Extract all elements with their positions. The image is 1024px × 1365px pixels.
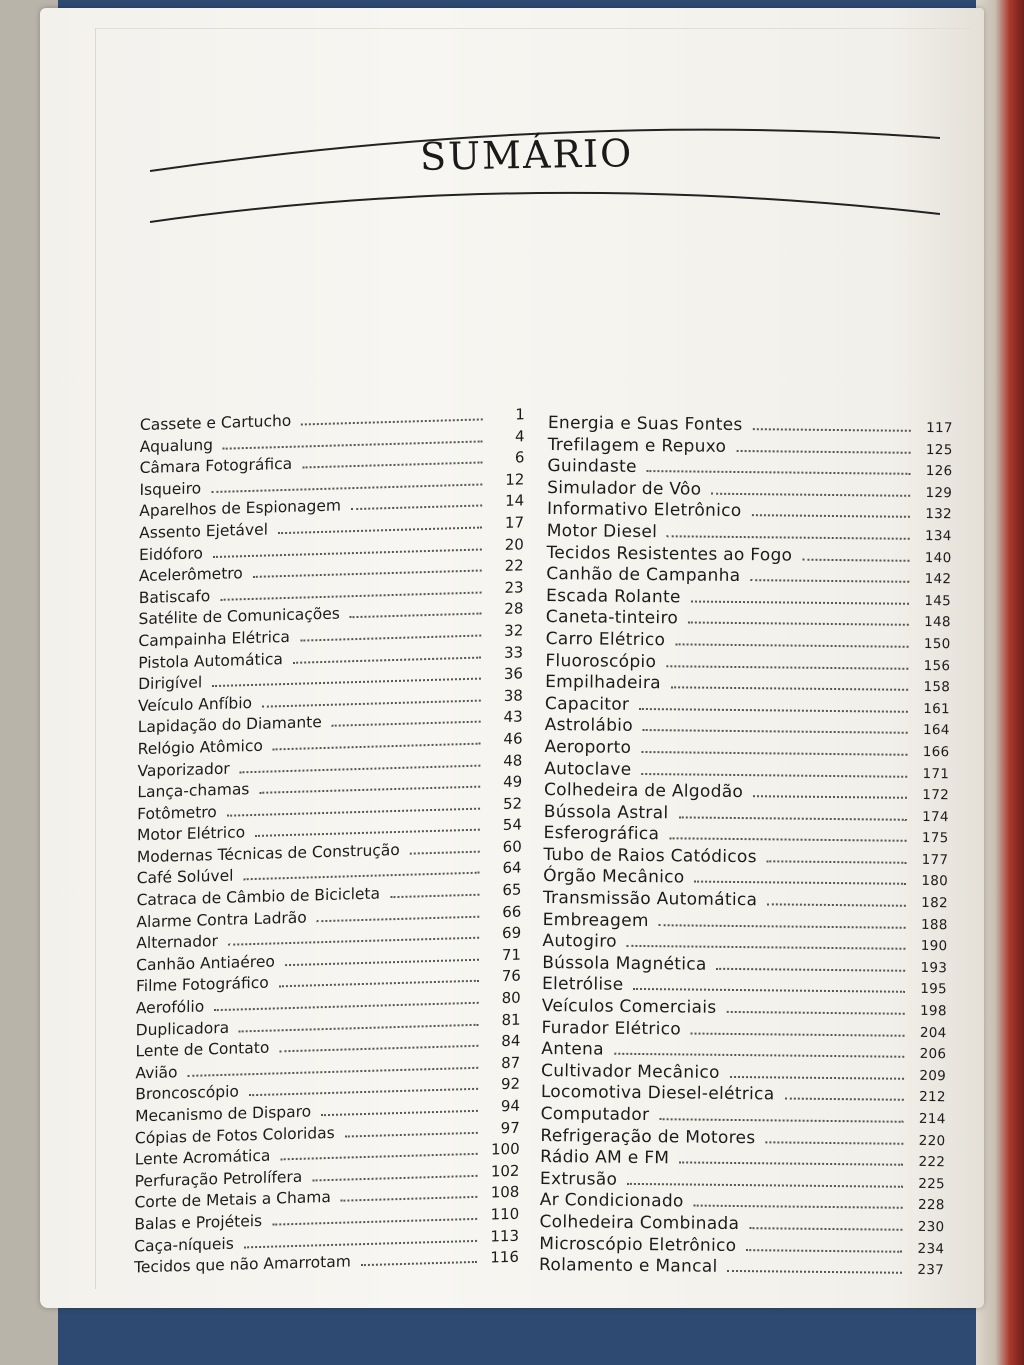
toc-entry-page: 220: [918, 1132, 946, 1149]
toc-entry-title: Mecanismo de Disparo: [135, 1102, 312, 1126]
dot-leader: [694, 1205, 903, 1209]
toc-entry-page: 100: [490, 1139, 520, 1159]
dot-leader: [249, 1088, 478, 1096]
toc-entry-title: Aqualung: [139, 435, 214, 456]
toc-entry-title: Computador: [540, 1103, 650, 1126]
book-page: [40, 8, 984, 1308]
toc-entry-title: Campainha Elétrica: [138, 627, 290, 651]
toc-entry-title: Balas e Projéteis: [134, 1211, 263, 1234]
dot-leader: [802, 558, 909, 561]
toc-entry-page: 52: [502, 794, 523, 813]
dot-leader: [262, 699, 481, 707]
dot-leader: [220, 591, 481, 600]
toc-entry-title: Lapidação do Diamante: [137, 713, 322, 737]
dot-leader: [717, 968, 906, 972]
toc-entry-page: 209: [919, 1067, 947, 1085]
dot-leader: [633, 988, 905, 993]
toc-entry-title: Veículo Anfíbio: [137, 693, 253, 715]
toc-entry-page: 161: [923, 700, 951, 717]
toc-entry-title: Simulador de Vôo: [547, 477, 702, 500]
toc-entry-title: Modernas Técnicas de Construção: [136, 840, 400, 867]
toc-entry-page: 222: [918, 1154, 946, 1171]
toc-entry-page: 108: [490, 1183, 520, 1202]
toc-entry-page: 166: [922, 743, 950, 761]
toc-entry-page: 81: [501, 1010, 521, 1029]
toc-entry-title: Caça-níqueis: [134, 1234, 234, 1256]
dot-leader: [188, 1067, 479, 1077]
dot-leader: [227, 807, 480, 816]
toc-entry-page: 140: [924, 549, 952, 566]
toc-entry-page: 117: [926, 419, 953, 437]
dot-leader: [301, 418, 483, 425]
toc-entry-title: Colhedeira Combinada: [539, 1211, 740, 1235]
toc-entry-page: 1: [515, 405, 525, 424]
toc-entry-page: 193: [920, 959, 948, 977]
toc-entry-title: Extrusão: [539, 1168, 618, 1190]
toc-entry-title: Pistola Automática: [138, 649, 283, 672]
dot-leader: [273, 743, 481, 751]
dot-leader: [727, 1270, 902, 1274]
toc-entry-title: Fotômetro: [137, 802, 217, 823]
toc-entry-page: 158: [923, 679, 951, 696]
dot-leader: [614, 1053, 904, 1058]
dot-leader: [259, 786, 480, 794]
toc-entry-title: Tecidos que não Amarrotam: [133, 1252, 351, 1277]
toc-right-column: [539, 413, 953, 1281]
toc-entry-title: Acelerômetro: [138, 564, 243, 586]
toc-entry-title: Avião: [135, 1063, 178, 1083]
dot-leader: [730, 1076, 904, 1080]
toc-entry-page: 237: [917, 1262, 945, 1279]
toc-entry-page: 172: [922, 787, 950, 804]
dot-leader: [293, 656, 481, 663]
dot-leader: [767, 903, 906, 906]
toc-entry-page: 17: [504, 513, 525, 532]
toc-entry-page: 129: [925, 484, 953, 502]
toc-entry-title: Broncoscópio: [135, 1082, 239, 1104]
toc-entry-page: 64: [502, 858, 522, 878]
dot-leader: [317, 915, 480, 922]
dot-leader: [688, 622, 909, 626]
toc-entry-title: Corte de Metais a Chama: [134, 1188, 331, 1212]
dot-leader: [641, 772, 907, 777]
toc-entry-page: 164: [922, 722, 950, 739]
dot-leader: [784, 1098, 903, 1101]
toc-entry-title: Bússola Magnética: [542, 952, 707, 975]
dot-leader: [341, 1196, 477, 1202]
toc-entry-page: 102: [490, 1161, 520, 1181]
toc-entry-page: 76: [501, 967, 521, 986]
toc-entry-title: Cópias de Fotos Coloridas: [134, 1123, 335, 1148]
dot-leader: [332, 721, 481, 727]
dot-leader: [627, 1183, 903, 1188]
toc-entry-page: 60: [502, 837, 522, 856]
toc-entry-page: 132: [925, 506, 953, 523]
toc-entry-page: 188: [920, 916, 948, 933]
dot-leader: [767, 860, 907, 863]
dot-leader: [667, 535, 910, 540]
toc-entry-page: 32: [504, 621, 524, 640]
toc-entry-title: Fluoroscópio: [545, 650, 657, 672]
toc-entry-title: Furador Elétrico: [541, 1017, 682, 1040]
toc-entry-title: Trefilagem e Repuxo: [547, 434, 727, 457]
toc-entry-title: Guindaste: [547, 456, 637, 478]
dot-leader: [285, 959, 479, 966]
toc-entry-page: 36: [503, 664, 524, 684]
dot-leader: [279, 980, 479, 988]
toc-entry-title: Canhão de Campanha: [546, 564, 741, 587]
dot-leader: [669, 838, 906, 842]
toc-entry-page: 69: [502, 923, 522, 943]
dot-leader: [753, 795, 907, 799]
toc-entry-title: Tecidos Resistentes ao Fogo: [546, 542, 793, 566]
toc-entry-title: Batiscafo: [138, 586, 211, 607]
toc-entry-page: 65: [502, 880, 522, 900]
dot-leader: [746, 1249, 902, 1253]
toc-entry-title: Transmissão Automática: [542, 888, 758, 911]
toc-entry-title: Lente Acromática: [134, 1146, 271, 1169]
dot-leader: [643, 729, 908, 734]
toc-entry-title: Locomotiva Diesel-elétrica: [540, 1082, 775, 1105]
toc-entry-page: 94: [500, 1096, 521, 1116]
toc-entry-title: Lança-chamas: [137, 780, 250, 802]
dot-leader: [666, 665, 908, 670]
dot-leader: [679, 1162, 903, 1166]
toc-entry-title: Autogiro: [542, 931, 617, 952]
toc-entry-page: 206: [919, 1046, 947, 1063]
toc-entry-page: 46: [503, 729, 523, 748]
toc-entry-page: 212: [919, 1089, 946, 1106]
dot-leader: [278, 526, 482, 534]
toc-entry-title: Colhedeira de Algodão: [543, 780, 744, 803]
dot-leader: [691, 600, 909, 604]
toc-entry-title: Vaporizador: [137, 759, 230, 780]
toc-entry-title: Esferográfica: [543, 823, 660, 845]
toc-entry-title: Eletrólise: [541, 974, 624, 996]
dot-leader: [300, 634, 481, 641]
dot-leader: [736, 450, 910, 454]
toc-entry-title: Capacitor: [544, 693, 630, 715]
toc-entry-title: Bússola Astral: [543, 801, 669, 823]
toc-entry-title: Câmara Fotográfica: [139, 454, 293, 478]
dot-leader: [321, 1110, 478, 1116]
toc-entry-title: Energia e Suas Fontes: [547, 413, 743, 436]
dot-leader: [753, 428, 911, 432]
dot-leader: [351, 505, 482, 511]
toc-entry-title: Catraca de Câmbio de Bicicleta: [136, 884, 381, 910]
toc-entry-title: Duplicadora: [135, 1018, 230, 1039]
toc-entry-title: Antena: [541, 1039, 604, 1060]
toc-entry-page: 12: [505, 470, 525, 489]
toc-entry-page: 177: [921, 851, 949, 869]
toc-entry-title: Dirigível: [138, 673, 203, 694]
dot-leader: [243, 872, 479, 881]
toc-entry-page: 116: [490, 1247, 519, 1267]
toc-entry-title: Ar Condicionado: [539, 1190, 684, 1212]
toc-entry-page: 148: [924, 614, 951, 631]
toc-entry-title: Café Solúvel: [136, 867, 234, 888]
dot-leader: [627, 945, 906, 950]
dot-leader: [678, 816, 906, 820]
toc-entry-title: Rolamento e Mancal: [538, 1255, 718, 1277]
dot-leader: [223, 440, 483, 449]
title-rule-bottom: [150, 186, 940, 226]
toc-entry-page: 22: [504, 556, 524, 576]
toc-entry-title: Alternador: [136, 932, 218, 953]
dot-leader: [244, 1239, 477, 1248]
dot-leader: [213, 548, 482, 558]
toc-left-column: [134, 405, 525, 1280]
dot-leader: [390, 894, 479, 898]
dot-leader: [211, 483, 482, 493]
toc-entry-title: Canhão Antiaéreo: [136, 952, 275, 975]
toc-entry-page: 113: [490, 1226, 520, 1246]
toc-entry-page: 156: [923, 657, 951, 674]
toc-entry-title: Perfuração Petrolífera: [134, 1167, 303, 1191]
dot-leader: [253, 570, 482, 578]
toc-entry-page: 54: [502, 815, 522, 835]
toc-entry-page: 228: [917, 1197, 945, 1214]
toc-entry-title: Rádio AM e FM: [540, 1147, 670, 1169]
toc-entry-title: Astrolábio: [544, 715, 634, 737]
toc-entry-title: Aeroporto: [544, 736, 632, 758]
dot-leader: [279, 1045, 478, 1053]
dot-leader: [675, 643, 908, 647]
dot-leader: [711, 492, 910, 496]
dot-leader: [280, 1153, 477, 1161]
toc-entry-page: 204: [919, 1024, 947, 1041]
toc-entry-page: 97: [500, 1118, 520, 1137]
toc-entry-page: 195: [920, 981, 948, 998]
dot-leader: [350, 613, 482, 619]
toc-entry-title: Motor Diesel: [546, 520, 658, 543]
toc-entry-page: 80: [501, 988, 521, 1008]
dot-leader: [639, 708, 908, 713]
toc-entry-title: Relógio Atômico: [137, 736, 263, 759]
toc-entry-title: Assento Ejetável: [139, 520, 269, 543]
toc-entry-page: 33: [503, 642, 524, 662]
dot-leader: [410, 851, 480, 855]
dot-leader: [212, 678, 481, 688]
dot-leader: [239, 1023, 478, 1032]
toc-entry-title: Caneta-tinteiro: [545, 607, 679, 629]
toc-entry-page: 214: [918, 1110, 946, 1128]
dot-leader: [240, 764, 481, 773]
dot-leader: [361, 1261, 477, 1266]
toc-entry-page: 49: [503, 772, 523, 792]
dot-leader: [255, 829, 480, 837]
toc-entry-title: Motor Elétrico: [137, 823, 246, 845]
dot-leader: [695, 881, 907, 885]
toc-entry-page: 190: [920, 938, 948, 955]
dot-leader: [750, 579, 909, 583]
toc-entry-title: Aparelhos de Espionagem: [139, 496, 342, 521]
toc-entry-page: 87: [501, 1053, 521, 1072]
toc-entry-title: Empilhadeira: [545, 672, 661, 694]
dot-leader: [228, 937, 479, 946]
toc-entry-page: 23: [504, 578, 524, 597]
toc-entry-title: Embreagem: [542, 909, 649, 931]
toc-entry-page: 171: [922, 765, 950, 782]
toc-entry-page: 198: [920, 1002, 947, 1020]
dot-leader: [751, 515, 909, 519]
dot-leader: [302, 462, 482, 469]
dot-leader: [214, 1002, 478, 1011]
toc-entry-title: Informativo Eletrônico: [546, 499, 742, 522]
toc-entry-title: Microscópio Eletrônico: [539, 1233, 737, 1256]
toc-entry-page: 14: [505, 491, 525, 511]
toc-entry-page: 20: [504, 534, 524, 554]
toc-entry-title: Tubo de Raios Catódicos: [543, 844, 757, 868]
toc-entry-page: 92: [500, 1075, 521, 1094]
toc-entry-page: 84: [501, 1031, 521, 1051]
toc-entry-title: Cassete e Cartucho: [139, 411, 292, 435]
dot-leader: [659, 1118, 903, 1123]
toc-entry-page: 4: [515, 426, 525, 446]
toc-entry-page: 43: [503, 707, 523, 727]
toc-entry-page: 145: [924, 592, 952, 609]
toc-entry-title: Satélite de Comunicações: [138, 604, 340, 629]
dot-leader: [659, 924, 906, 929]
toc-entry-page: 71: [501, 945, 522, 964]
dot-leader: [726, 1011, 904, 1015]
toc-entry-title: Escada Rolante: [545, 585, 681, 608]
toc-entry-page: 230: [917, 1218, 945, 1236]
toc-entry-page: 182: [921, 894, 948, 912]
toc-entry-title: Carro Elétrico: [545, 628, 666, 651]
toc-entry-title: Autoclave: [544, 758, 632, 780]
dot-leader: [312, 1175, 477, 1182]
toc-entry-page: 126: [925, 463, 953, 480]
dot-leader: [691, 1032, 905, 1036]
toc-entry-page: 180: [921, 873, 949, 890]
toc-entry-title: Eidóforo: [138, 543, 203, 564]
toc-entry-page: 125: [925, 441, 953, 458]
toc-entry-title: Órgão Mecânico: [543, 866, 685, 888]
dot-leader: [749, 1227, 902, 1231]
dot-leader: [671, 686, 908, 690]
toc-entry-title: Cultivador Mecânico: [541, 1060, 720, 1083]
toc-entry-page: 134: [924, 527, 952, 545]
toc-entry-page: 225: [918, 1175, 946, 1192]
toc-entry-page: 234: [917, 1240, 945, 1257]
toc-entry-page: 110: [490, 1204, 520, 1224]
toc-entry-title: Alarme Contra Ladrão: [136, 908, 307, 931]
toc-entry-page: 48: [503, 750, 523, 770]
toc-entry-title: Lente de Contato: [135, 1038, 270, 1061]
toc-entry-page: 174: [922, 808, 949, 825]
page-title: SUMÁRIO: [419, 131, 634, 179]
toc-entry-title: Veículos Comerciais: [541, 995, 717, 1018]
toc-entry: [539, 1255, 944, 1281]
toc-entry-page: 142: [924, 571, 952, 588]
dot-leader: [765, 1141, 903, 1144]
dot-leader: [345, 1131, 478, 1137]
dot-leader: [647, 470, 911, 475]
toc-entry-title: Aerofólio: [135, 997, 205, 1018]
toc-entry-page: 6: [514, 448, 525, 467]
dot-leader: [272, 1218, 477, 1226]
toc-entry-title: Filme Fotográfico: [135, 974, 269, 996]
toc-entry-page: 38: [503, 686, 523, 705]
toc-entry-page: 66: [502, 902, 522, 921]
toc-entry-page: 28: [504, 599, 524, 619]
toc-entry-page: 150: [923, 635, 951, 653]
toc-entry-page: 175: [921, 830, 949, 847]
dot-leader: [641, 751, 907, 756]
toc-entry-title: Isqueiro: [139, 479, 202, 499]
toc-entry-title: Refrigeração de Motores: [540, 1125, 756, 1148]
